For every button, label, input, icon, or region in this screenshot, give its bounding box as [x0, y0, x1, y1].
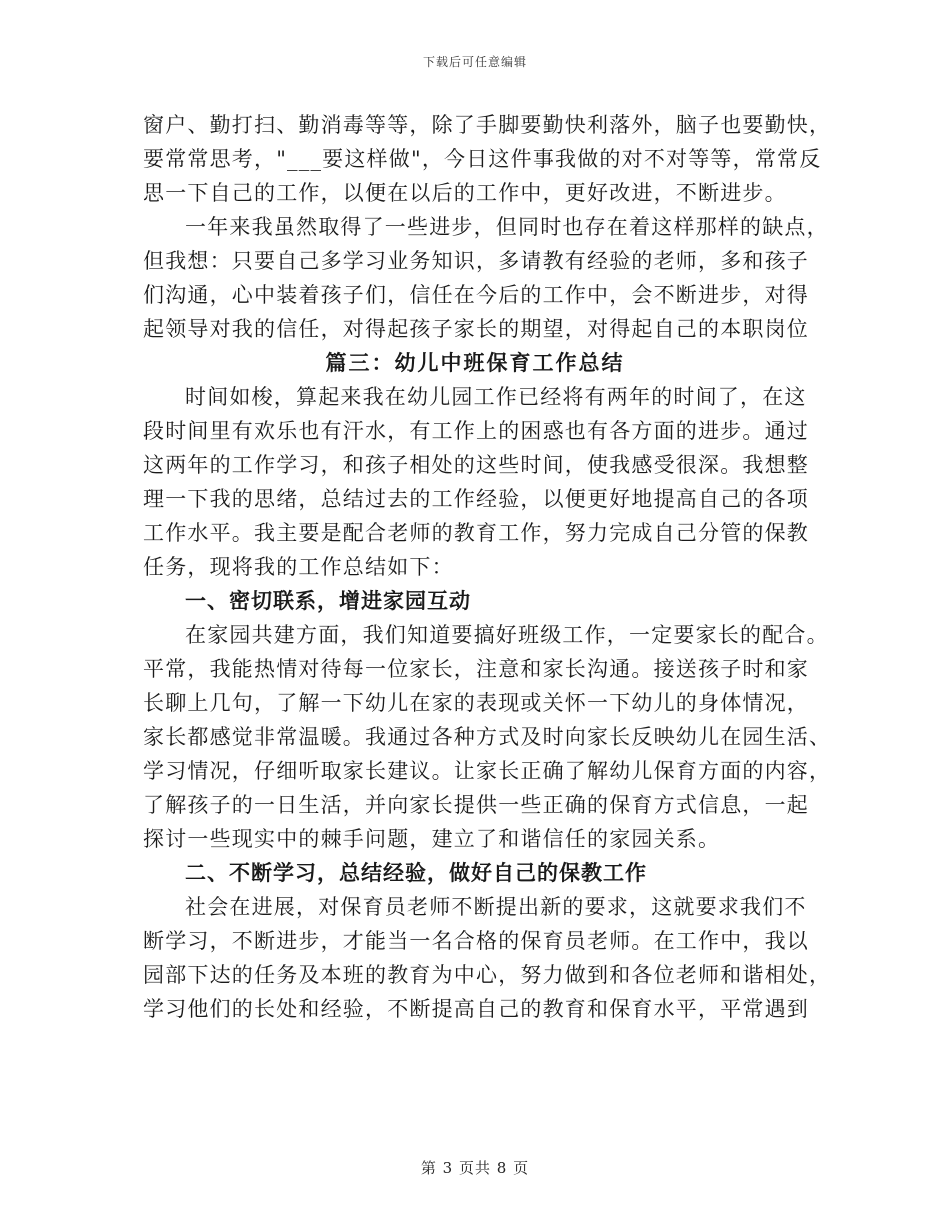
body-line: 要常常思考，"___要这样做"，今日这件事我做的对不对等等，常常反	[143, 147, 822, 171]
body-line: 们沟通，心中装着孩子们，信任在今后的工作中，会不断进步，对得	[143, 283, 809, 307]
document-body	[143, 108, 832, 1026]
body-line: 思一下自己的工作，以便在以后的工作中，更好改进，不断进步。	[143, 181, 787, 205]
header-note: 下载后可任意编辑	[422, 55, 527, 69]
body-line: 理一下我的思绪，总结过去的工作经验，以便更好地提高自己的各项	[143, 487, 809, 511]
paragraph-start: 社会在进展，对保育员老师不断提出新的要求，这就要求我们不	[185, 895, 807, 919]
body-line: 长聊上几句，了解一下幼儿在家的表现或关怀一下幼儿的身体情况，	[143, 691, 809, 715]
body-line: 探讨一些现实中的棘手问题，建立了和谐信任的家园关系。	[143, 827, 721, 851]
paragraph-start: 时间如梭，算起来我在幼儿园工作已经将有两年的时间了，在这	[185, 385, 807, 409]
body-line: 学习他们的长处和经验，不断提高自己的教育和保育水平，平常遇到	[143, 997, 809, 1021]
section-title: 篇三：幼儿中班保育工作总结	[325, 351, 625, 375]
page-number: 第 3 页共 8 页	[420, 1159, 530, 1177]
body-line: 断学习，不断进步，才能当一名合格的保育员老师。在工作中，我以	[143, 929, 809, 953]
subsection-heading: 二、不断学习，总结经验，做好自己的保教工作	[185, 861, 647, 885]
body-line: 起领导对我的信任，对得起孩子家长的期望，对得起自己的本职岗位	[143, 317, 809, 341]
body-line: 工作水平。我主要是配合老师的教育工作，努力完成自己分管的保教	[143, 521, 809, 545]
body-line: 任务，现将我的工作总结如下：	[143, 555, 454, 579]
body-line: 了解孩子的一日生活，并向家长提供一些正确的保育方式信息，一起	[143, 793, 809, 817]
paragraph-start: 在家园共建方面，我们知道要搞好班级工作，一定要家长的配合。	[185, 623, 829, 647]
body-line: 平常，我能热情对待每一位家长，注意和家长沟通。接送孩子时和家	[143, 657, 809, 681]
body-line: 窗户、勤打扫、勤消毒等等，除了手脚要勤快利落外，脑子也要勤快，	[143, 113, 832, 137]
body-line: 家长都感觉非常温暖。我通过各种方式及时向家长反映幼儿在园生活、	[143, 725, 832, 749]
subsection-heading: 一、密切联系，增进家园互动	[185, 589, 471, 613]
body-line: 段时间里有欢乐也有汗水，有工作上的困惑也有各方面的进步。通过	[143, 419, 809, 443]
body-line: 这两年的工作学习，和孩子相处的这些时间，使我感受很深。我想整	[143, 453, 809, 477]
paragraph-start: 一年来我虽然取得了一些进步，但同时也存在着这样那样的缺点，	[185, 215, 829, 239]
body-line: 学习情况，仔细听取家长建议。让家长正确了解幼儿保育方面的内容，	[143, 759, 832, 783]
body-line: 但我想：只要自己多学习业务知识，多请教有经验的老师，多和孩子	[143, 249, 809, 273]
body-line: 园部下达的任务及本班的教育为中心，努力做到和各位老师和谐相处，	[143, 963, 832, 987]
